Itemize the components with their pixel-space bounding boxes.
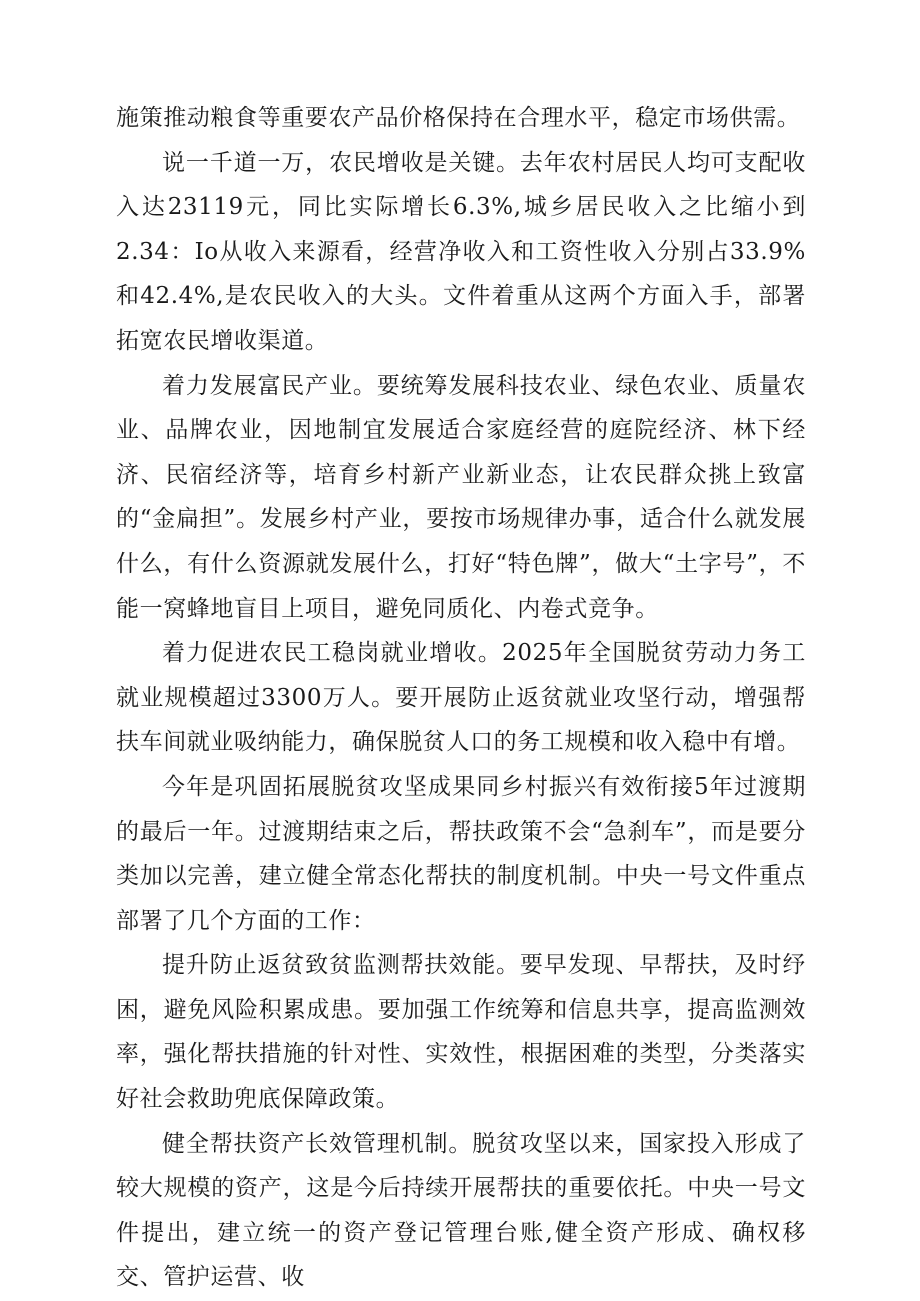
- paragraph-monitoring-assistance: 提升防止返贫致贫监测帮扶效能。要早发现、早帮扶，及时纾困，避免风险积累成患。要加强工作统筹和信息共享，提高监测效率，强化帮扶措施的针对性、实效性，根据困难的类型，分类落实好社会救助兜底保障政策。: [116, 952, 806, 1113]
- paragraph-transition-period: 今年是巩固拓展脱贫攻坚成果同乡村振兴有效衔接5年过渡期的最后一年。过渡期结束之后，帮扶政策不会“急刹车”，而是要分类加以完善，建立健全常态化帮扶的制度机制。中央一号文件重点部署了几个方面的工作：: [116, 773, 806, 934]
- paragraph-farmer-income: 说一千道一万，农民增收是关键。去年农村居民人均可支配收入达23119元，同比实际增长6.3%,城乡居民收入之比缩小到2.34：Io从收入来源看，经营净收入和工资性收入分别占33.9%和42.4%,是农民收入的大头。文件着重从这两个方面入手，部署拓宽农民增收渠道。: [116, 149, 806, 354]
- paragraph-continued: 施策推动粮食等重要农产品价格保持在合理水平，稳定市场供需。: [116, 105, 801, 131]
- paragraph-asset-management: 健全帮扶资产长效管理机制。脱贫攻坚以来，国家投入形成了较大规模的资产，这是今后持续开展帮扶的重要依托。中央一号文件提出，建立统一的资产登记管理台账,健全资产形成、确权移交、管护运营、收: [116, 1130, 806, 1291]
- paragraph-rich-industries: 着力发展富民产业。要统筹发展科技农业、绿色农业、质量农业、品牌农业，因地制宜发展适合家庭经营的庭院经济、林下经济、民宿经济等，培育乡村新产业新业态，让农民群众挑上致富的“金扁担”。发展乡村产业，要按市场规律办事，适合什么就发展什么，有什么资源就发展什么，打好“特色牌”，做大“土字号”，不能一窝蜂地盲目上项目，避免同质化、内卷式竞争。: [116, 372, 806, 622]
- document-body: [116, 96, 806, 1300]
- paragraph-migrant-employment: 着力促进农民工稳岗就业增收。2025年全国脱贫劳动力务工就业规模超过3300万人。要开展防止返贫就业攻坚行动，增强帮扶车间就业吸纳能力，确保脱贫人口的务工规模和收入稳中有增。: [116, 640, 806, 756]
